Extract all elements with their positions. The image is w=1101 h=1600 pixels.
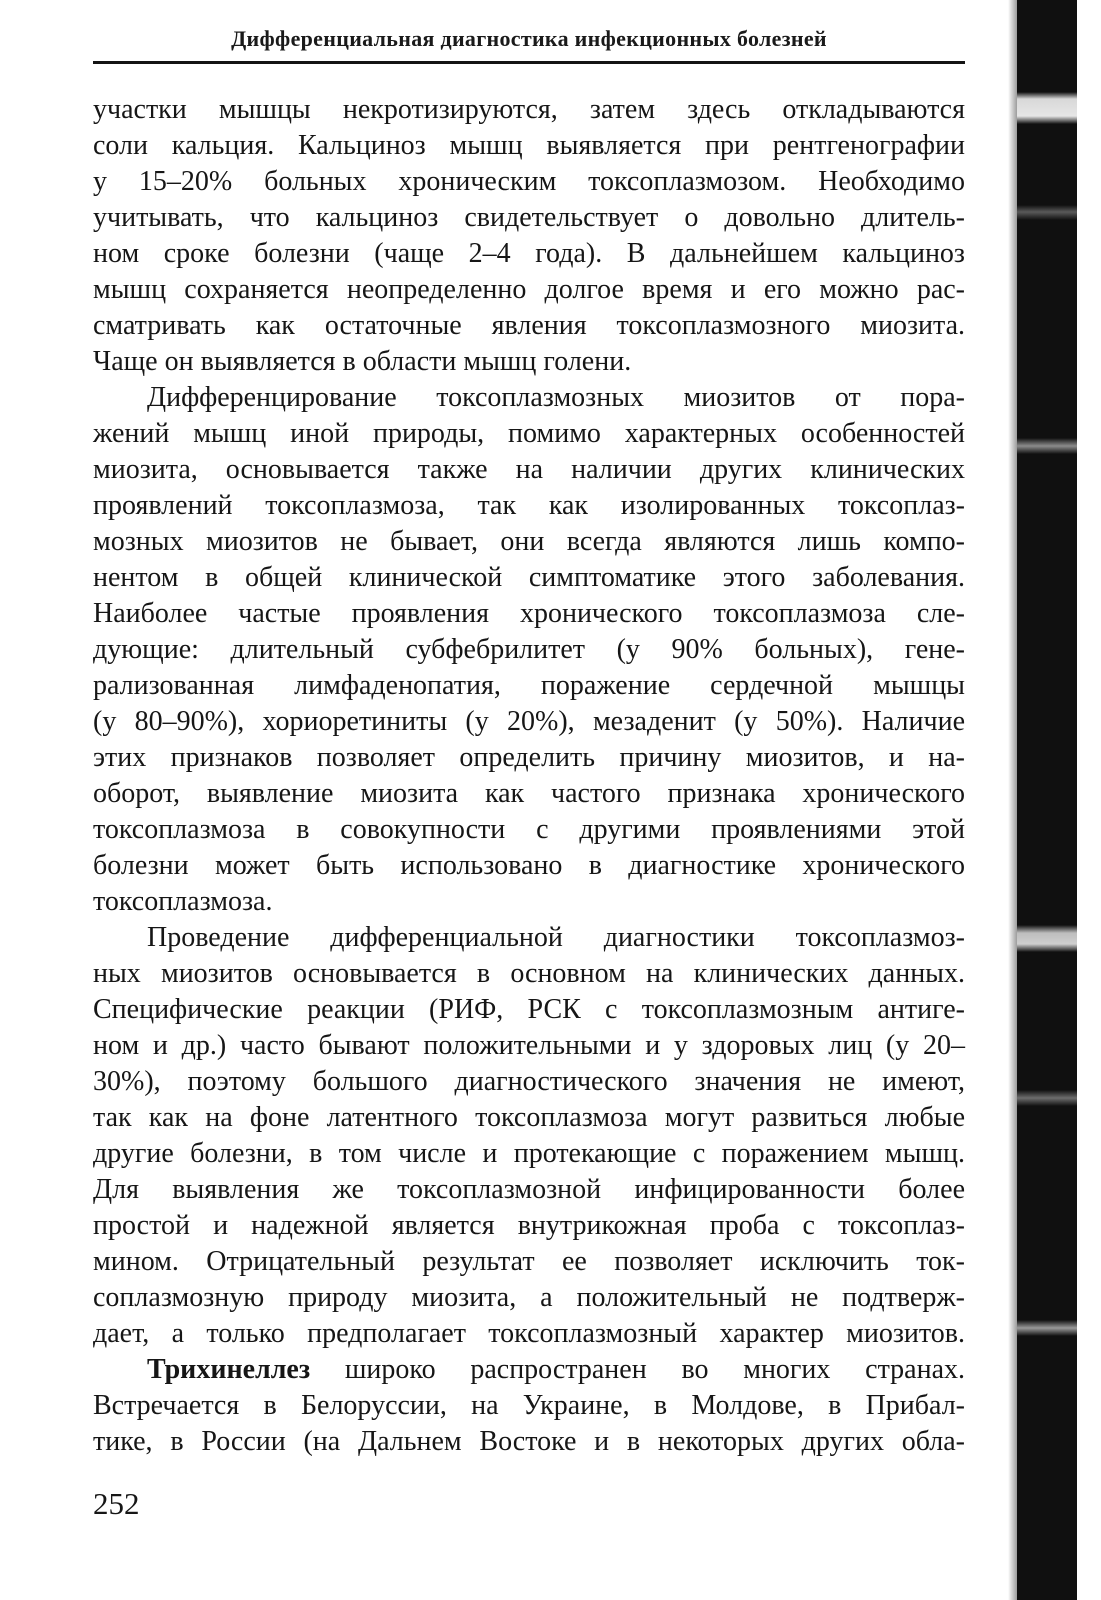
text-line: токсоплазмоза в совокупности с другими проявлениями этой bbox=[93, 814, 965, 845]
text-line: сматривать как остаточные явления токсоплазмозного миозита. bbox=[93, 310, 965, 341]
text-line: Специфические реакции (РИФ, РСК с токсоплазмозным антиге- bbox=[93, 994, 965, 1025]
text-line: тике, в России (на Дальнем Востоке и в некоторых других обла- bbox=[93, 1426, 965, 1457]
text-line: Наиболее частые проявления хронического токсоплазмоза сле- bbox=[93, 598, 965, 629]
text-line: Проведение дифференциальной диагностики токсоплазмоз- bbox=[147, 922, 965, 953]
text-line: токсоплазмоза. bbox=[93, 886, 273, 917]
text-line: учитывать, что кальциноз свидетельствует о довольно длитель- bbox=[93, 202, 965, 233]
text-line: мозных миозитов не бывает, они всегда являются лишь компо- bbox=[93, 526, 965, 557]
page-number: 252 bbox=[93, 1486, 140, 1521]
text-line: другие болезни, в том числе и протекающие с поражением мышц. bbox=[93, 1138, 965, 1169]
text-line: ных миозитов основывается в основном на клинических данных. bbox=[93, 958, 965, 989]
paragraph-2 bbox=[93, 380, 965, 920]
text-line: этих признаков позволяет определить причину миозитов, и на- bbox=[93, 742, 965, 773]
text-line: участки мышцы некротизируются, затем здесь откладываются bbox=[93, 94, 965, 125]
text-line: простой и надежной является внутрикожная проба с токсоплаз- bbox=[93, 1210, 965, 1241]
text-line: (у 80–90%), хориоретиниты (у 20%), мезаденит (у 50%). Наличие bbox=[93, 706, 965, 737]
text-line: миозита, основывается также на наличии других клинических bbox=[93, 454, 965, 485]
text-line: проявлений токсоплазмоза, так как изолированных токсоплаз- bbox=[93, 490, 965, 521]
paragraph-1 bbox=[93, 92, 965, 380]
scan-edge-shadow bbox=[1017, 0, 1077, 1600]
paragraph-4 bbox=[93, 1352, 965, 1460]
running-header: Дифференциальная диагностика инфекционных болезней bbox=[231, 26, 827, 51]
text-line: так как на фоне латентного токсоплазмоза могут развиться любые bbox=[93, 1102, 965, 1133]
text-line: оборот, выявление миозита как частого признака хронического bbox=[93, 778, 965, 809]
text-line: дает, а только предполагает токсоплазмозный характер миозитов. bbox=[93, 1318, 965, 1349]
text-line: Встречается в Белоруссии, на Украине, в Молдове, в Прибал- bbox=[93, 1390, 965, 1421]
text-line: соли кальция. Кальциноз мышц выявляется при рентгенографии bbox=[93, 130, 965, 161]
header-rule bbox=[93, 61, 965, 64]
text-line: рализованная лимфаденопатия, поражение сердечной мышцы bbox=[93, 670, 965, 701]
text-line: дующие: длительный субфебрилитет (у 90% больных), гене- bbox=[93, 634, 965, 665]
text-line-rest: широко распространен во многих странах. bbox=[344, 1354, 965, 1385]
text-line: соплазмозную природу миозита, а положительный не подтверж- bbox=[93, 1282, 965, 1313]
text-line: 30%), поэтому большого диагностического значения не имеют, bbox=[93, 1066, 965, 1097]
text-line: у 15–20% больных хроническим токсоплазмозом. Необходимо bbox=[93, 166, 965, 197]
body-text bbox=[93, 92, 965, 1460]
text-line: Чаще он выявляется в области мышц голени. bbox=[93, 346, 632, 377]
text-line: Дифференцирование токсоплазмозных миозитов от пора- bbox=[147, 382, 965, 413]
text-line bbox=[93, 1352, 965, 1388]
text-line: нентом в общей клинической симптоматике этого заболевания. bbox=[93, 562, 965, 593]
text-line: Для выявления же токсоплазмозной инфицированности более bbox=[93, 1174, 965, 1205]
lead-term: Трихинеллез bbox=[147, 1354, 311, 1385]
text-line: мином. Отрицательный результат ее позволяет исключить ток- bbox=[93, 1246, 965, 1277]
text-line: ном и др.) часто бывают положительными и у здоровых лиц (у 20– bbox=[93, 1030, 965, 1061]
text-line: жений мышц иной природы, помимо характерных особенностей bbox=[93, 418, 965, 449]
text-line: мышц сохраняется неопределенно долгое время и его можно рас- bbox=[93, 274, 965, 305]
text-line: болезни может быть использовано в диагностике хронического bbox=[93, 850, 965, 881]
text-line: ном сроке болезни (чаще 2–4 года). В дальнейшем кальциноз bbox=[93, 238, 965, 269]
paragraph-3 bbox=[93, 920, 965, 1352]
